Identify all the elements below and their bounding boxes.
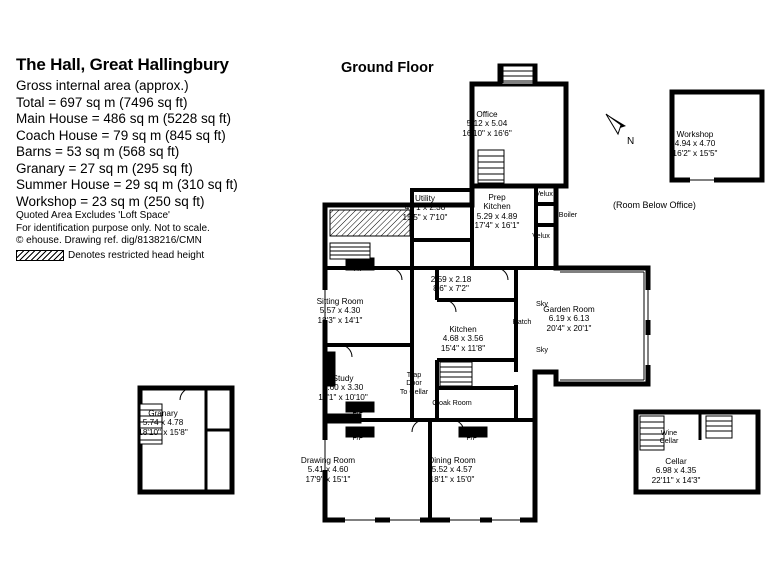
room-dimension-metric: 6.19 x 6.13 bbox=[548, 314, 590, 324]
note-loft-space: Quoted Area Excludes 'Loft Space' bbox=[16, 210, 170, 221]
room-label-kitchen bbox=[437, 325, 489, 353]
room-dimension-metric: 6.98 x 4.35 bbox=[655, 466, 697, 476]
area-line-6: Summer House = 29 sq m (310 sq ft) bbox=[16, 177, 238, 192]
restricted-head-height-label: Denotes restricted head height bbox=[68, 249, 205, 261]
room-label-dining-room bbox=[421, 456, 483, 484]
room-dimension-imperial: 15'1" x 10'10" bbox=[318, 392, 368, 402]
room-dimension-imperial: 22'11" x 14'3" bbox=[651, 475, 701, 485]
room-name: Sitting Room bbox=[316, 297, 364, 306]
room-label-drawing-room bbox=[296, 456, 360, 484]
room-label-hatch bbox=[507, 318, 537, 326]
room-label-boiler bbox=[552, 211, 584, 219]
room-label-study bbox=[317, 374, 369, 402]
room-dimension-imperial: 16'2" x 15'5" bbox=[672, 148, 718, 158]
area-line-4: Barns = 53 sq m (568 sq ft) bbox=[16, 144, 180, 159]
room-name: Dining Room bbox=[428, 456, 476, 465]
area-line-7: Workshop = 23 sq m (250 sq ft) bbox=[16, 193, 205, 209]
room-dimension-metric: 4.71 x 2.38 bbox=[404, 203, 446, 213]
plan-note-0: (Room Below Office) bbox=[613, 200, 696, 210]
room-name: Sky bbox=[536, 299, 548, 308]
room-dimension-imperial: 15'5" x 7'10" bbox=[402, 212, 448, 222]
room-name: Utility bbox=[414, 194, 435, 203]
area-line-2: Main House = 486 sq m (5228 sq ft) bbox=[16, 111, 231, 126]
room-dimension-imperial: 8'6" x 7'2" bbox=[433, 284, 469, 294]
room-dimension-metric: 5.57 x 4.30 bbox=[319, 306, 361, 316]
room-name: Study bbox=[332, 374, 354, 383]
room-name: Granary bbox=[148, 409, 178, 418]
room-name: Cellar bbox=[665, 457, 687, 466]
room-name: Hatch bbox=[512, 317, 532, 326]
room-dimension-metric: 4.94 x 4.70 bbox=[674, 139, 716, 149]
note-copyright: © ehouse. Drawing ref. dig/8138216/CMN bbox=[16, 235, 202, 246]
fireplace-label-3: F/P bbox=[466, 433, 478, 442]
room-label-cellar bbox=[648, 457, 704, 485]
room-dimension-imperial: 20'4" x 20'1" bbox=[546, 323, 592, 333]
room-label-workshop bbox=[662, 130, 728, 158]
fireplace-label-0: F/P bbox=[353, 264, 365, 273]
room-label-utility bbox=[399, 194, 451, 222]
room-name: Kitchen bbox=[449, 325, 477, 334]
room-name: Cellar bbox=[659, 436, 679, 446]
room-dimension-imperial: 17'4" x 16'1" bbox=[474, 221, 520, 231]
room-name: Prep bbox=[488, 193, 506, 202]
area-line-0: Gross internal area (approx.) bbox=[16, 78, 189, 93]
room-dimension-metric: 2.59 x 2.18 bbox=[430, 275, 472, 284]
room-label-wine-cellar bbox=[652, 429, 686, 446]
room-label-room bbox=[427, 275, 475, 294]
room-dimension-imperial: 18'3" x 14'1" bbox=[317, 315, 363, 325]
room-name: Wine bbox=[660, 428, 678, 437]
svg-text:N: N bbox=[627, 136, 635, 147]
room-dimension-metric: 5.74 x 4.78 bbox=[142, 418, 184, 428]
room-dimension-imperial: 17'9" x 15'1" bbox=[305, 474, 351, 484]
room-name: Kitchen bbox=[483, 202, 511, 212]
room-name: Garden Room bbox=[543, 305, 595, 314]
room-dimension-metric: 5.12 x 5.04 bbox=[466, 119, 508, 129]
area-line-3: Coach House = 79 sq m (845 sq ft) bbox=[16, 127, 226, 143]
compass-icon bbox=[600, 108, 644, 152]
room-name: Trap bbox=[406, 370, 422, 379]
room-label-velux bbox=[527, 232, 555, 240]
room-name: Drawing Room bbox=[300, 456, 356, 465]
room-label-garden-room bbox=[538, 305, 600, 333]
fireplace-label-1: F/P bbox=[352, 408, 364, 417]
room-dimension-imperial: 18'1" x 15'0" bbox=[429, 474, 475, 484]
room-label-trap-door-to-cellar bbox=[396, 371, 432, 396]
room-label-velux bbox=[530, 190, 558, 198]
room-name: Velux bbox=[535, 189, 553, 198]
room-dimension-metric: 5.52 x 4.57 bbox=[431, 465, 473, 475]
room-name: To Cellar bbox=[399, 386, 429, 396]
fireplace-label-2: F/P bbox=[352, 433, 364, 442]
room-dimension-metric: 5.29 x 4.89 bbox=[476, 211, 518, 221]
room-label-sky bbox=[531, 346, 553, 354]
room-dimension-metric: 5.41 x 4.60 bbox=[307, 465, 349, 475]
room-label-office bbox=[457, 110, 517, 138]
room-name: Office bbox=[476, 110, 498, 119]
area-line-5: Granary = 27 sq m (295 sq ft) bbox=[16, 160, 193, 176]
restricted-head-height-legend bbox=[16, 250, 316, 263]
room-dimension-imperial: 16'10" x 16'6" bbox=[462, 128, 512, 138]
room-name: Boiler bbox=[558, 210, 578, 219]
room-dimension-imperial: 18'10" x 15'8" bbox=[138, 427, 188, 437]
room-label-cloak-room bbox=[428, 399, 476, 407]
room-name: Door bbox=[406, 378, 422, 388]
room-label-prep-kitchen bbox=[472, 193, 522, 231]
area-line-1: Total = 697 sq m (7496 sq ft) bbox=[16, 94, 188, 110]
room-label-granary bbox=[134, 409, 192, 437]
page-title: The Hall, Great Hallingbury bbox=[16, 55, 229, 74]
room-label-sitting-room bbox=[309, 297, 371, 325]
note-identification: For identification purpose only. Not to scale. bbox=[16, 222, 210, 234]
room-name: Sky bbox=[536, 345, 548, 354]
room-dimension-metric: 4.68 x 3.56 bbox=[442, 334, 484, 344]
room-dimension-metric: 4.60 x 3.30 bbox=[322, 383, 364, 393]
floor-label: Ground Floor bbox=[341, 60, 434, 76]
hatch-swatch-icon bbox=[16, 250, 64, 261]
title-block bbox=[16, 55, 316, 262]
room-dimension-imperial: 15'4" x 11'8" bbox=[440, 343, 486, 353]
room-name: Workshop bbox=[676, 130, 714, 139]
room-name: Velux bbox=[532, 231, 550, 240]
room-name: Cloak Room bbox=[432, 398, 472, 407]
